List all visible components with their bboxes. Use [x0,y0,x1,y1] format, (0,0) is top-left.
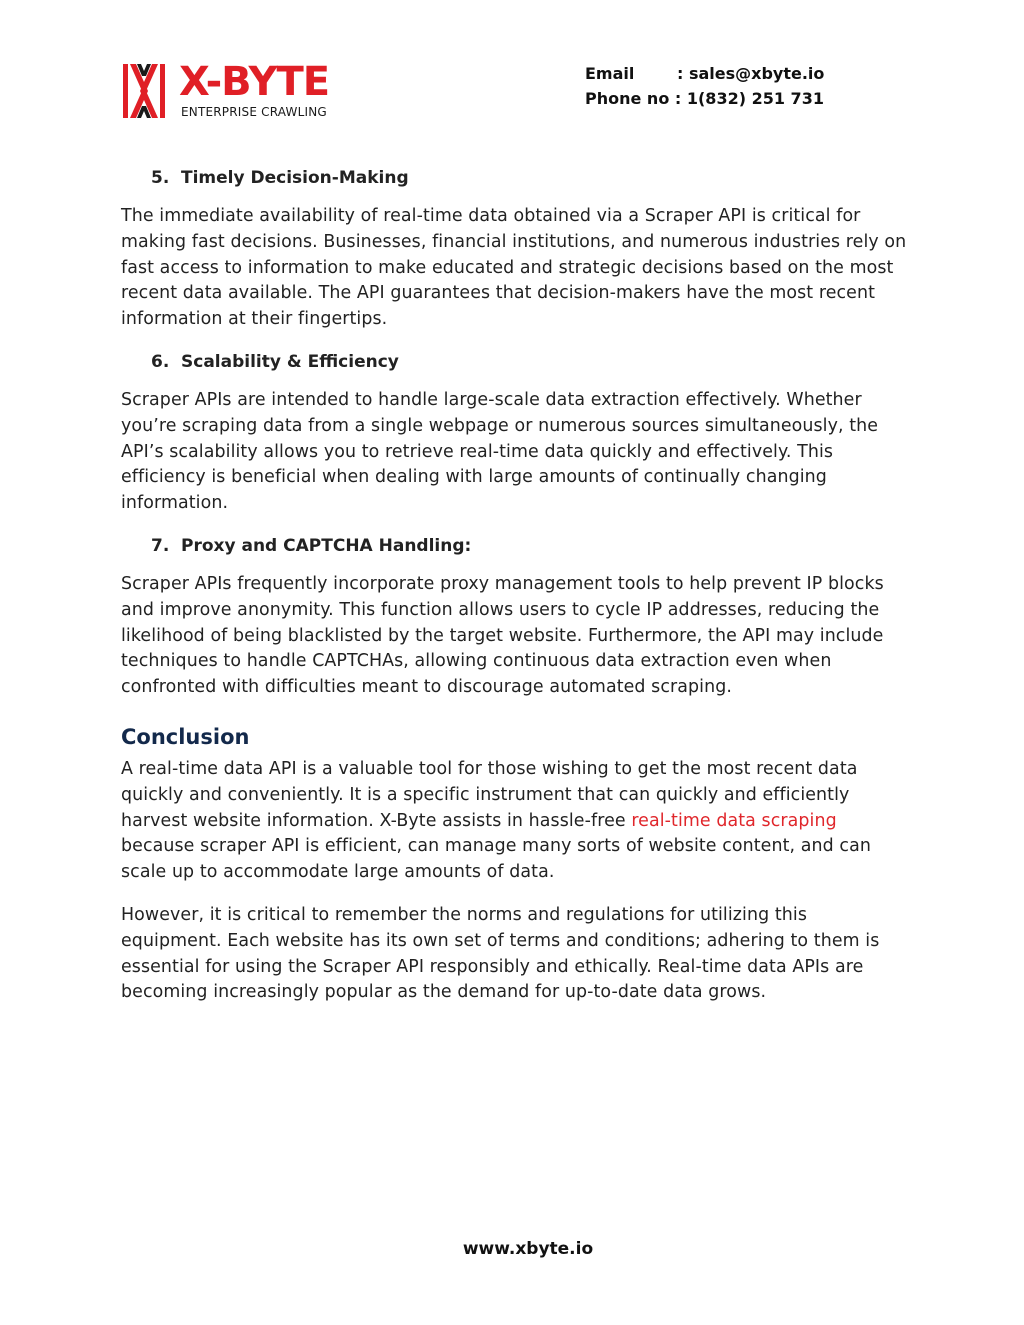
section-heading-text: Scalability & Efficiency [181,351,399,372]
company-logo [121,60,361,122]
phone-label: Phone no [585,89,670,108]
email-row [585,61,824,86]
conclusion-text: because scraper API is efficient, can manage many sorts of website content, and can scale up to accommodate large amounts of data. [121,836,871,883]
conclusion-paragraph [121,757,911,886]
real-time-data-scraping-link[interactable]: real-time data scraping [631,810,837,831]
website-link[interactable]: www.xbyte.io [462,1239,594,1259]
section-number: 6. [151,351,170,372]
section-number: 5. [151,168,170,188]
section-heading-text: Proxy and CAPTCHA Handling: [181,535,472,556]
conclusion-paragraph: However, it is critical to remember the norms and regulations for utilizing this equipment. Each website has its own set of terms and conditions; adhering to them is essential for using the Scraper API responsibly and ethically. Real-time data APIs are becoming increasingly popular as the demand for up-to-date data grows. [121,904,880,1003]
section-heading [151,534,911,558]
section-heading-text: Timely Decision-Making [181,168,409,188]
section-paragraph: The immediate availability of real-time data obtained via a Scraper API is critical for making fast decisions. Businesses, financial institutions, and numerous industries rely on fast access to information to make educated and strategic decisions based on the most recent data available. The API guarantees that decision-makers have the most recent information at their fingertips. [121,206,907,330]
contact-info [585,61,824,111]
x-byte-logo-icon [121,62,167,120]
email-value[interactable]: : sales@xbyte.io [677,64,825,83]
section-paragraph: Scraper APIs frequently incorporate proxy management tools to help prevent IP blocks and improve anonymity. This function allows users to cycle IP addresses, reducing the likelihood of being blacklisted by the target website. Furthermore, the API may include techniques to handle CAPTCHAs, allowing continuous data extraction even when confronted with difficulties meant to discourage automated scraping. [121,573,884,698]
conclusion-text: A real-time data API is a valuable tool for those wishing to get the most recent data quickly and conveniently. It is a specific instrument that can quickly and efficiently harvest website information. X-Byte assists in hassle-free [121,758,858,831]
document-body [121,166,911,1023]
email-label: Email [585,64,635,83]
footer [0,1239,1024,1259]
conclusion-title: Conclusion [121,724,250,749]
logo-subtitle: ENTERPRISE CRAWLING [181,105,327,119]
phone-value: : 1(832) 251 731 [674,89,824,108]
section-number: 7. [151,535,170,556]
section-heading [151,166,911,190]
phone-row [585,86,824,111]
logo-title: X-BYTE [179,59,330,105]
section-heading [151,350,911,374]
section-paragraph: Scraper APIs are intended to handle large-scale data extraction effectively. Whether you’re scraping data from a single webpage or numerous sources simultaneously, the API’s scalability allows you to retrieve real-time data quickly and effectively. This efficiency is beneficial when dealing with large amounts of continually changing information. [121,389,879,514]
